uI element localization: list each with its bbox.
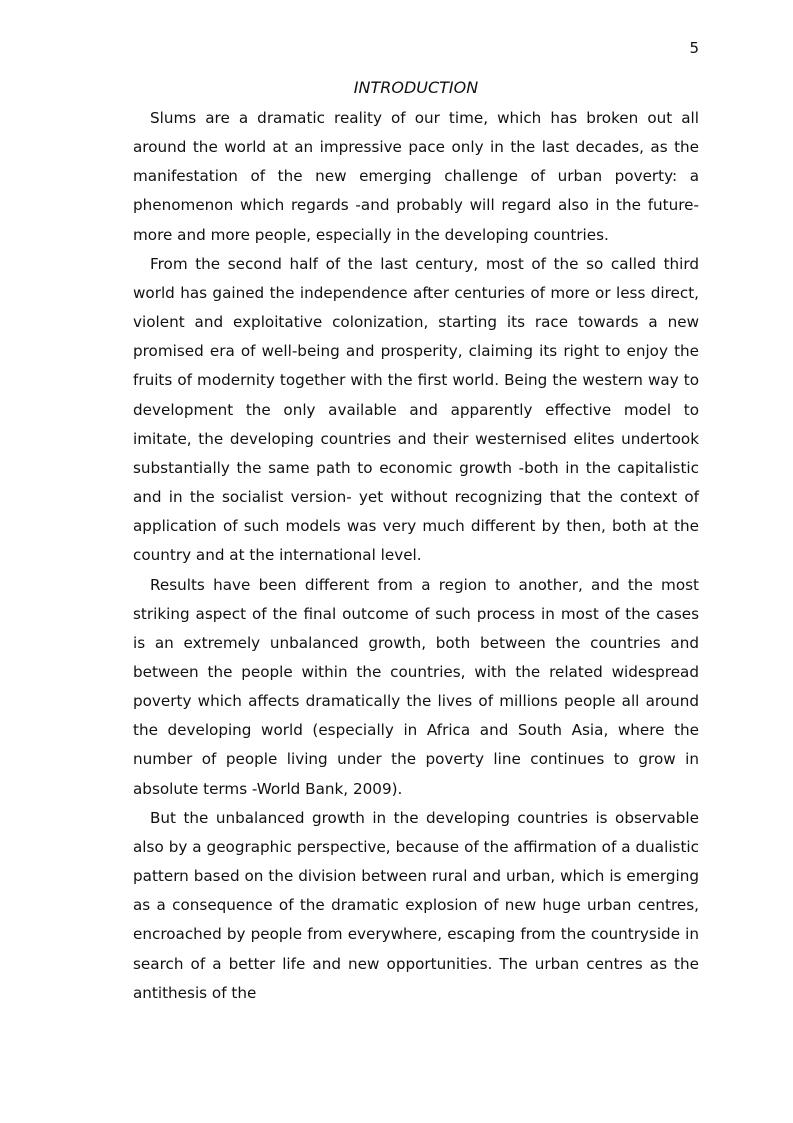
paragraph: But the unbalanced growth in the developing countries is observable also by a geographic perspective, because of the affirmation of a dualistic pattern based on the division between rural and urban, which is emerging as a consequence of the dramatic explosion of new huge urban centres, encroached by people from everywhere, escaping from the countryside in search of a better life and new opportunities. The urban centres as the antithesis of the xyxy=(133,808,699,1002)
page-number: 5 xyxy=(689,39,699,57)
paragraph: From the second half of the last century, most of the so called third world has gained the independence after centuries of more or less direct, violent and exploitative colonization, starting its race towards a new promised era of well-being and prosperity, claiming its right to enjoy the fruits of modernity together with the first world. Being the western way to development the only available and apparently effective model to imitate, the developing countries and their westernised elites undertook substantially the same path to economic growth -both in the capitalistic and in the socialist version- yet without recognizing that the context of application of such models was very much different by then, both at the country and at the international level. xyxy=(133,254,699,565)
body-text xyxy=(133,104,699,1008)
paragraph: Results have been different from a region to another, and the most striking aspect of the final outcome of such process in most of the cases is an extremely unbalanced growth, both between the countries and between the people within the countries, with the related widespread poverty which affects dramatically the lives of millions people all around the developing world (especially in Africa and South Asia, where the number of people living under the poverty line continues to grow in absolute terms -World Bank, 2009). xyxy=(133,575,699,798)
paragraph: Slums are a dramatic reality of our time, which has broken out all around the world at an impressive pace only in the last decades, as the manifestation of the new emerging challenge of urban poverty: a phenomenon which regards -and probably will regard also in the future- more and more people, especially in the developing countries. xyxy=(133,109,699,244)
section-title: INTRODUCTION xyxy=(353,78,479,97)
